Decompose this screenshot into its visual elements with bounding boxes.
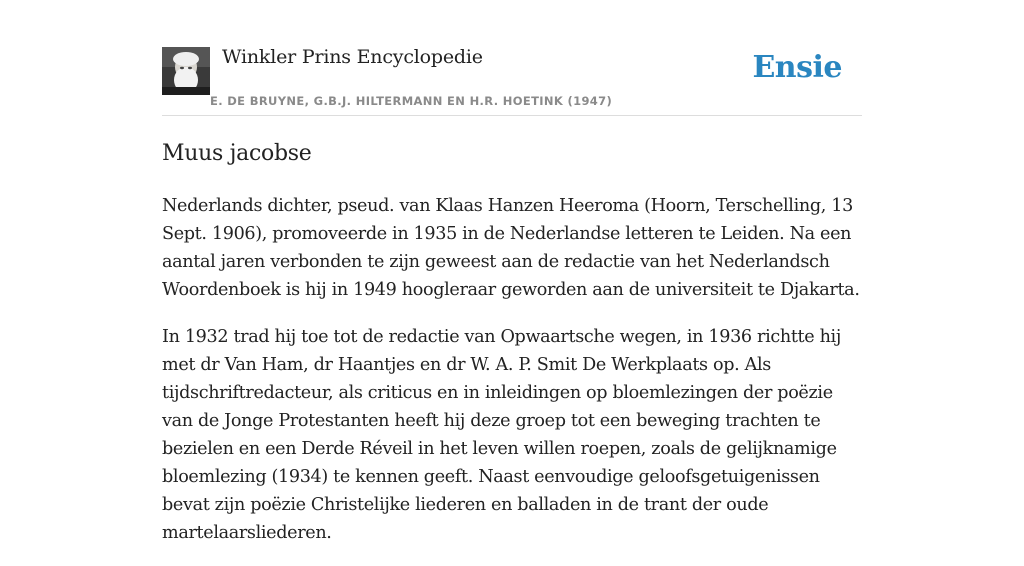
portrait-avatar-icon xyxy=(162,47,210,95)
entry-paragraph: In 1932 trad hij toe tot de redactie van Opwaartsche wegen, in 1936 richtte hij met dr Van Ham, dr Haantjes en dr W. A. P. Smit De Werkplaats op. Als tijdschriftredacteur, als criticus en in inleidingen op bloemlezingen der poëzie van de Jonge Protestanten heeft hij deze groep tot een beweging trachten te bezielen en een Derde Réveil in het leven willen roepen, zoals de gelijknamige bloemlezing (1934) te kennen geeft. Naast eenvoudige geloofsgetuigenissen bevat zijn poëzie Christelijke liederen en balladen in de trant der oude martelaarsliederen. xyxy=(162,327,841,543)
entry-content xyxy=(162,192,864,566)
source-title[interactable]: Winkler Prins Encyclopedie xyxy=(222,46,483,68)
entry-paragraph: Nederlands dichter, pseud. van Klaas Hanzen Heeroma (Hoorn, Terschelling, 13 Sept. 1906), promoveerde in 1935 in de Nederlandse letteren te Leiden. Na een aantal jaren verbonden te zijn geweest aan de redactie van het Nederlandsch Woordenboek is hij in 1949 hoogleraar geworden aan de universiteit te Djakarta. xyxy=(162,196,860,300)
brand-logo[interactable]: Ensie xyxy=(752,50,842,85)
header-divider xyxy=(162,115,862,116)
source-authors: E. DE BRUYNE, G.B.J. HILTERMANN EN H.R. HOETINK (1947) xyxy=(210,94,613,108)
entry-title: Muus jacobse xyxy=(162,141,312,166)
